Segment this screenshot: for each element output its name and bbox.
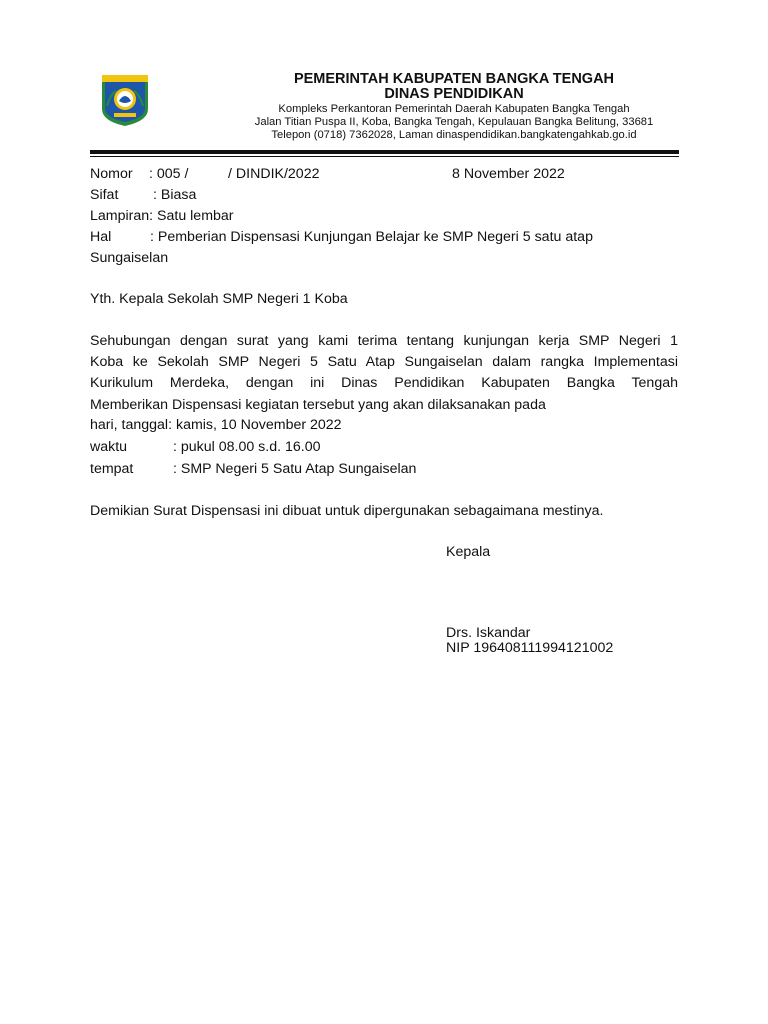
- letterhead-contact: Telepon (0718) 7362028, Laman dinaspendidikan.bangkatengahkab.go.id: [271, 129, 637, 141]
- body-line-4: Memberikan Dispensasi kegiatan tersebut yang akan dilaksanakan pada: [90, 397, 546, 413]
- sifat-label: Sifat: [90, 187, 119, 203]
- signatory-title: Kepala: [446, 544, 491, 560]
- hal-label: Hal: [90, 229, 112, 245]
- schedule-place-value: : SMP Negeri 5 Satu Atap Sungaiselan: [173, 461, 417, 477]
- letterhead-address-2: Jalan Titian Puspa II, Koba, Bangka Tengah, Kepulauan Bangka Belitung, 33681: [254, 116, 654, 128]
- body-line-3: Kurikulum Merdeka, dengan ini Dinas Pendidikan Kabupaten Bangka Tengah: [90, 375, 678, 391]
- letter-date: 8 November 2022: [452, 166, 565, 182]
- signatory-nip: NIP 196408111994121002: [446, 640, 614, 656]
- letterhead-agency: DINAS PENDIDIKAN: [384, 86, 524, 102]
- schedule-place-label: tempat: [90, 461, 134, 477]
- signatory-name: Drs. Iskandar: [446, 625, 531, 641]
- letterhead-government: PEMERINTAH KABUPATEN BANGKA TENGAH: [293, 71, 615, 87]
- letterhead-divider-thick: [90, 150, 679, 154]
- schedule-date: hari, tanggal: kamis, 10 November 2022: [90, 417, 342, 433]
- sifat-value: : Biasa: [153, 187, 197, 203]
- nomor-suffix: / DINDIK/2022: [228, 166, 320, 182]
- hal-continuation: Sungaiselan: [90, 250, 169, 266]
- recipient: Yth. Kepala Sekolah SMP Negeri 1 Koba: [90, 291, 348, 307]
- nomor-value: : 005 /: [149, 166, 189, 182]
- hal-value: : Pemberian Dispensasi Kunjungan Belajar ke SMP Negeri 5 satu atap: [150, 229, 593, 245]
- letterhead-divider-thin: [90, 156, 679, 157]
- body-line-1: Sehubungan dengan surat yang kami terima tentang kunjungan kerja SMP Negeri 1: [90, 333, 678, 349]
- letterhead-address-1: Kompleks Perkantoran Pemerintah Daerah Kabupaten Bangka Tengah: [278, 103, 630, 115]
- schedule-time-value: : pukul 08.00 s.d. 16.00: [173, 439, 321, 455]
- lampiran: Lampiran: Satu lembar: [90, 208, 234, 224]
- nomor-label: Nomor: [90, 166, 133, 182]
- closing-sentence: Demikian Surat Dispensasi ini dibuat untuk dipergunakan sebagaimana mestinya.: [90, 503, 604, 519]
- regency-emblem-logo: [100, 73, 150, 127]
- body-line-2: Koba ke Sekolah SMP Negeri 5 Satu Atap Sungaiselan dalam rangka Implementasi: [90, 354, 678, 370]
- schedule-time-label: waktu: [90, 439, 128, 455]
